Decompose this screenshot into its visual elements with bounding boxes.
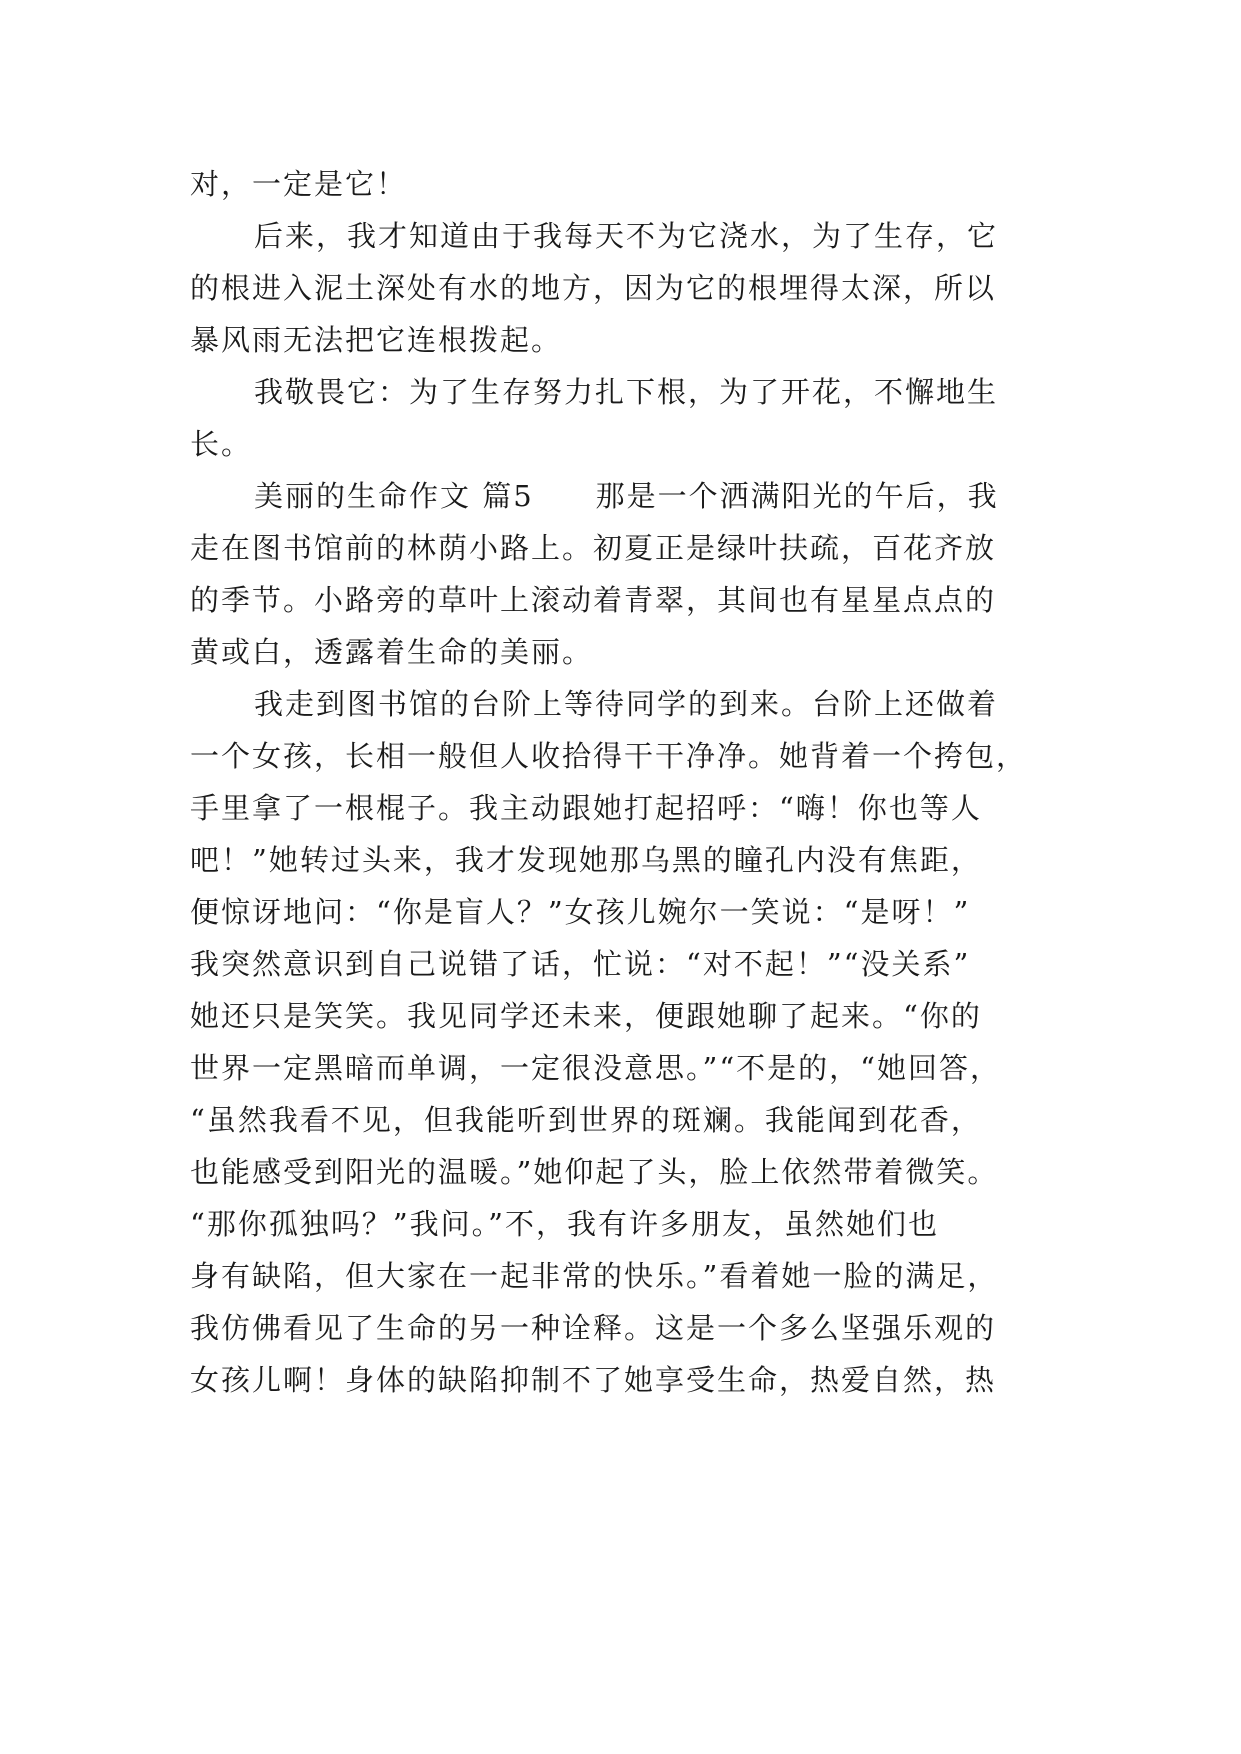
- text-line: 对，一定是它！: [190, 167, 408, 201]
- text-line: 手里拿了一根棍子。我主动跟她打起招呼：“嗨！你也等人: [190, 791, 982, 825]
- text-line: 暴风雨无法把它连根拨起。: [190, 323, 563, 357]
- text-line: 也能感受到阳光的温暖。”她仰起了头，脸上依然带着微笑。: [190, 1155, 999, 1189]
- text-line: “那你孤独吗？”我问。”不，我有许多朋友，虽然她们也: [190, 1207, 939, 1241]
- text-line: 我突然意识到自己说错了话，忙说：“对不起！”“没关系”: [190, 947, 971, 981]
- text-line: 世界一定黑暗而单调，一定很没意思。”“不是的，“她回答，: [190, 1051, 1001, 1085]
- text-line: 的季节。小路旁的草叶上滚动着青翠，其间也有星星点点的: [190, 583, 997, 617]
- text-line: 的根进入泥土深处有水的地方，因为它的根埋得太深，所以: [190, 271, 997, 305]
- text-line: “虽然我看不见，但我能听到世界的斑斓。我能闻到花香，: [190, 1103, 982, 1137]
- text-line: 一个女孩，长相一般但人收拾得干干净净。她背着一个挎包，: [190, 739, 1028, 773]
- text-line: 美丽的生命作文 篇5 那是一个洒满阳光的午后，我: [254, 479, 999, 513]
- text-line: 长。: [190, 427, 253, 461]
- text-line: 身有缺陷，但大家在一起非常的快乐。”看着她一脸的满足，: [190, 1259, 999, 1293]
- text-line: 她还只是笑笑。我见同学还未来，便跟她聊了起来。“你的: [190, 999, 982, 1033]
- text-line: 吧！”她转过头来，我才发现她那乌黑的瞳孔内没有焦距，: [190, 843, 982, 877]
- text-line: 黄或白，透露着生命的美丽。: [190, 635, 594, 669]
- text-line: 我走到图书馆的台阶上等待同学的到来。台阶上还做着: [254, 687, 999, 721]
- essay-body: [190, 158, 1090, 1406]
- text-line: 女孩儿啊！身体的缺陷抑制不了她享受生命，热爱自然，热: [190, 1363, 997, 1397]
- text-line: 便惊讶地问：“你是盲人？”女孩儿婉尔一笑说：“是呀！”: [190, 895, 971, 929]
- text-line: 我仿佛看见了生命的另一种诠释。这是一个多么坚强乐观的: [190, 1311, 997, 1345]
- text-line: 后来，我才知道由于我每天不为它浇水，为了生存，它: [254, 219, 999, 253]
- text-line: 我敬畏它：为了生存努力扎下根，为了开花，不懈地生: [254, 375, 999, 409]
- text-line: 走在图书馆前的林荫小路上。初夏正是绿叶扶疏，百花齐放: [190, 531, 997, 565]
